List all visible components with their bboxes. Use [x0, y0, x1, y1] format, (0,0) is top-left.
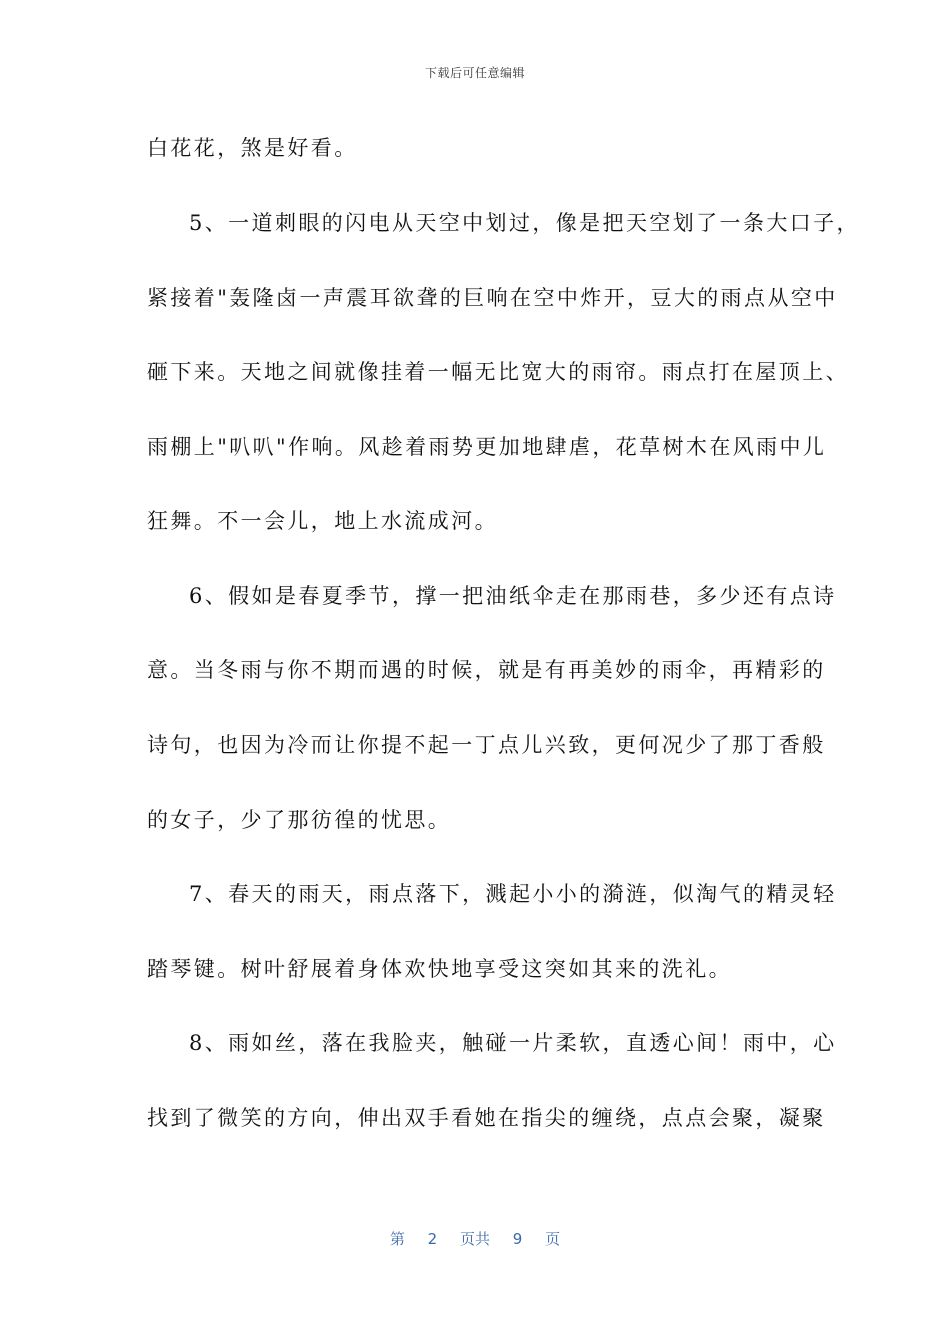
text-line: 诗句，也因为冷而让你提不起一丁点儿兴致，更何况少了那丁香般 [147, 733, 826, 757]
text-line: 紧接着"轰隆卤一声震耳欲聋的巨响在空中炸开，豆大的雨点从空中 [147, 286, 838, 310]
text-line: 狂舞。不一会儿，地上水流成河。 [147, 509, 498, 533]
text-line: 白花花，煞是好看。 [147, 136, 358, 160]
text-line: 找到了微笑的方向，伸出双手看她在指尖的缠绕，点点会聚，凝聚 [147, 1106, 826, 1130]
page-header: 下载后可任意编辑 [424, 66, 525, 80]
text-line: 雨棚上"叭叭"作响。风趁着雨势更加地肆虐，花草树木在风雨中儿 [147, 435, 827, 459]
text-line: 砸下来。天地之间就像挂着一幅无比宽大的雨帘。雨点打在屋顶上、 [147, 360, 849, 384]
text-line: 的女子，少了那彷徨的忧思。 [147, 808, 452, 832]
text-line: 5、一道刺眼的闪电从天空中划过，像是把天空划了一条大口子， [189, 211, 860, 235]
text-line: 意。当冬雨与你不期而遇的时候，就是有再美妙的雨伞，再精彩的 [147, 658, 826, 682]
text-line: 8、雨如丝，落在我脸夹，触碰一片柔软，直透心间！雨中，心 [189, 1031, 837, 1055]
text-line: 7、春天的雨天，雨点落下，溅起小小的漪涟，似淘气的精灵轻 [189, 882, 837, 906]
text-line: 6、假如是春夏季节，撑一把油纸伞走在那雨巷，多少还有点诗 [189, 584, 837, 608]
text-line: 踏琴键。树叶舒展着身体欢快地享受这突如其来的洗礼。 [147, 957, 732, 981]
page-footer: 第 2 页共 9 页 [389, 1230, 561, 1248]
